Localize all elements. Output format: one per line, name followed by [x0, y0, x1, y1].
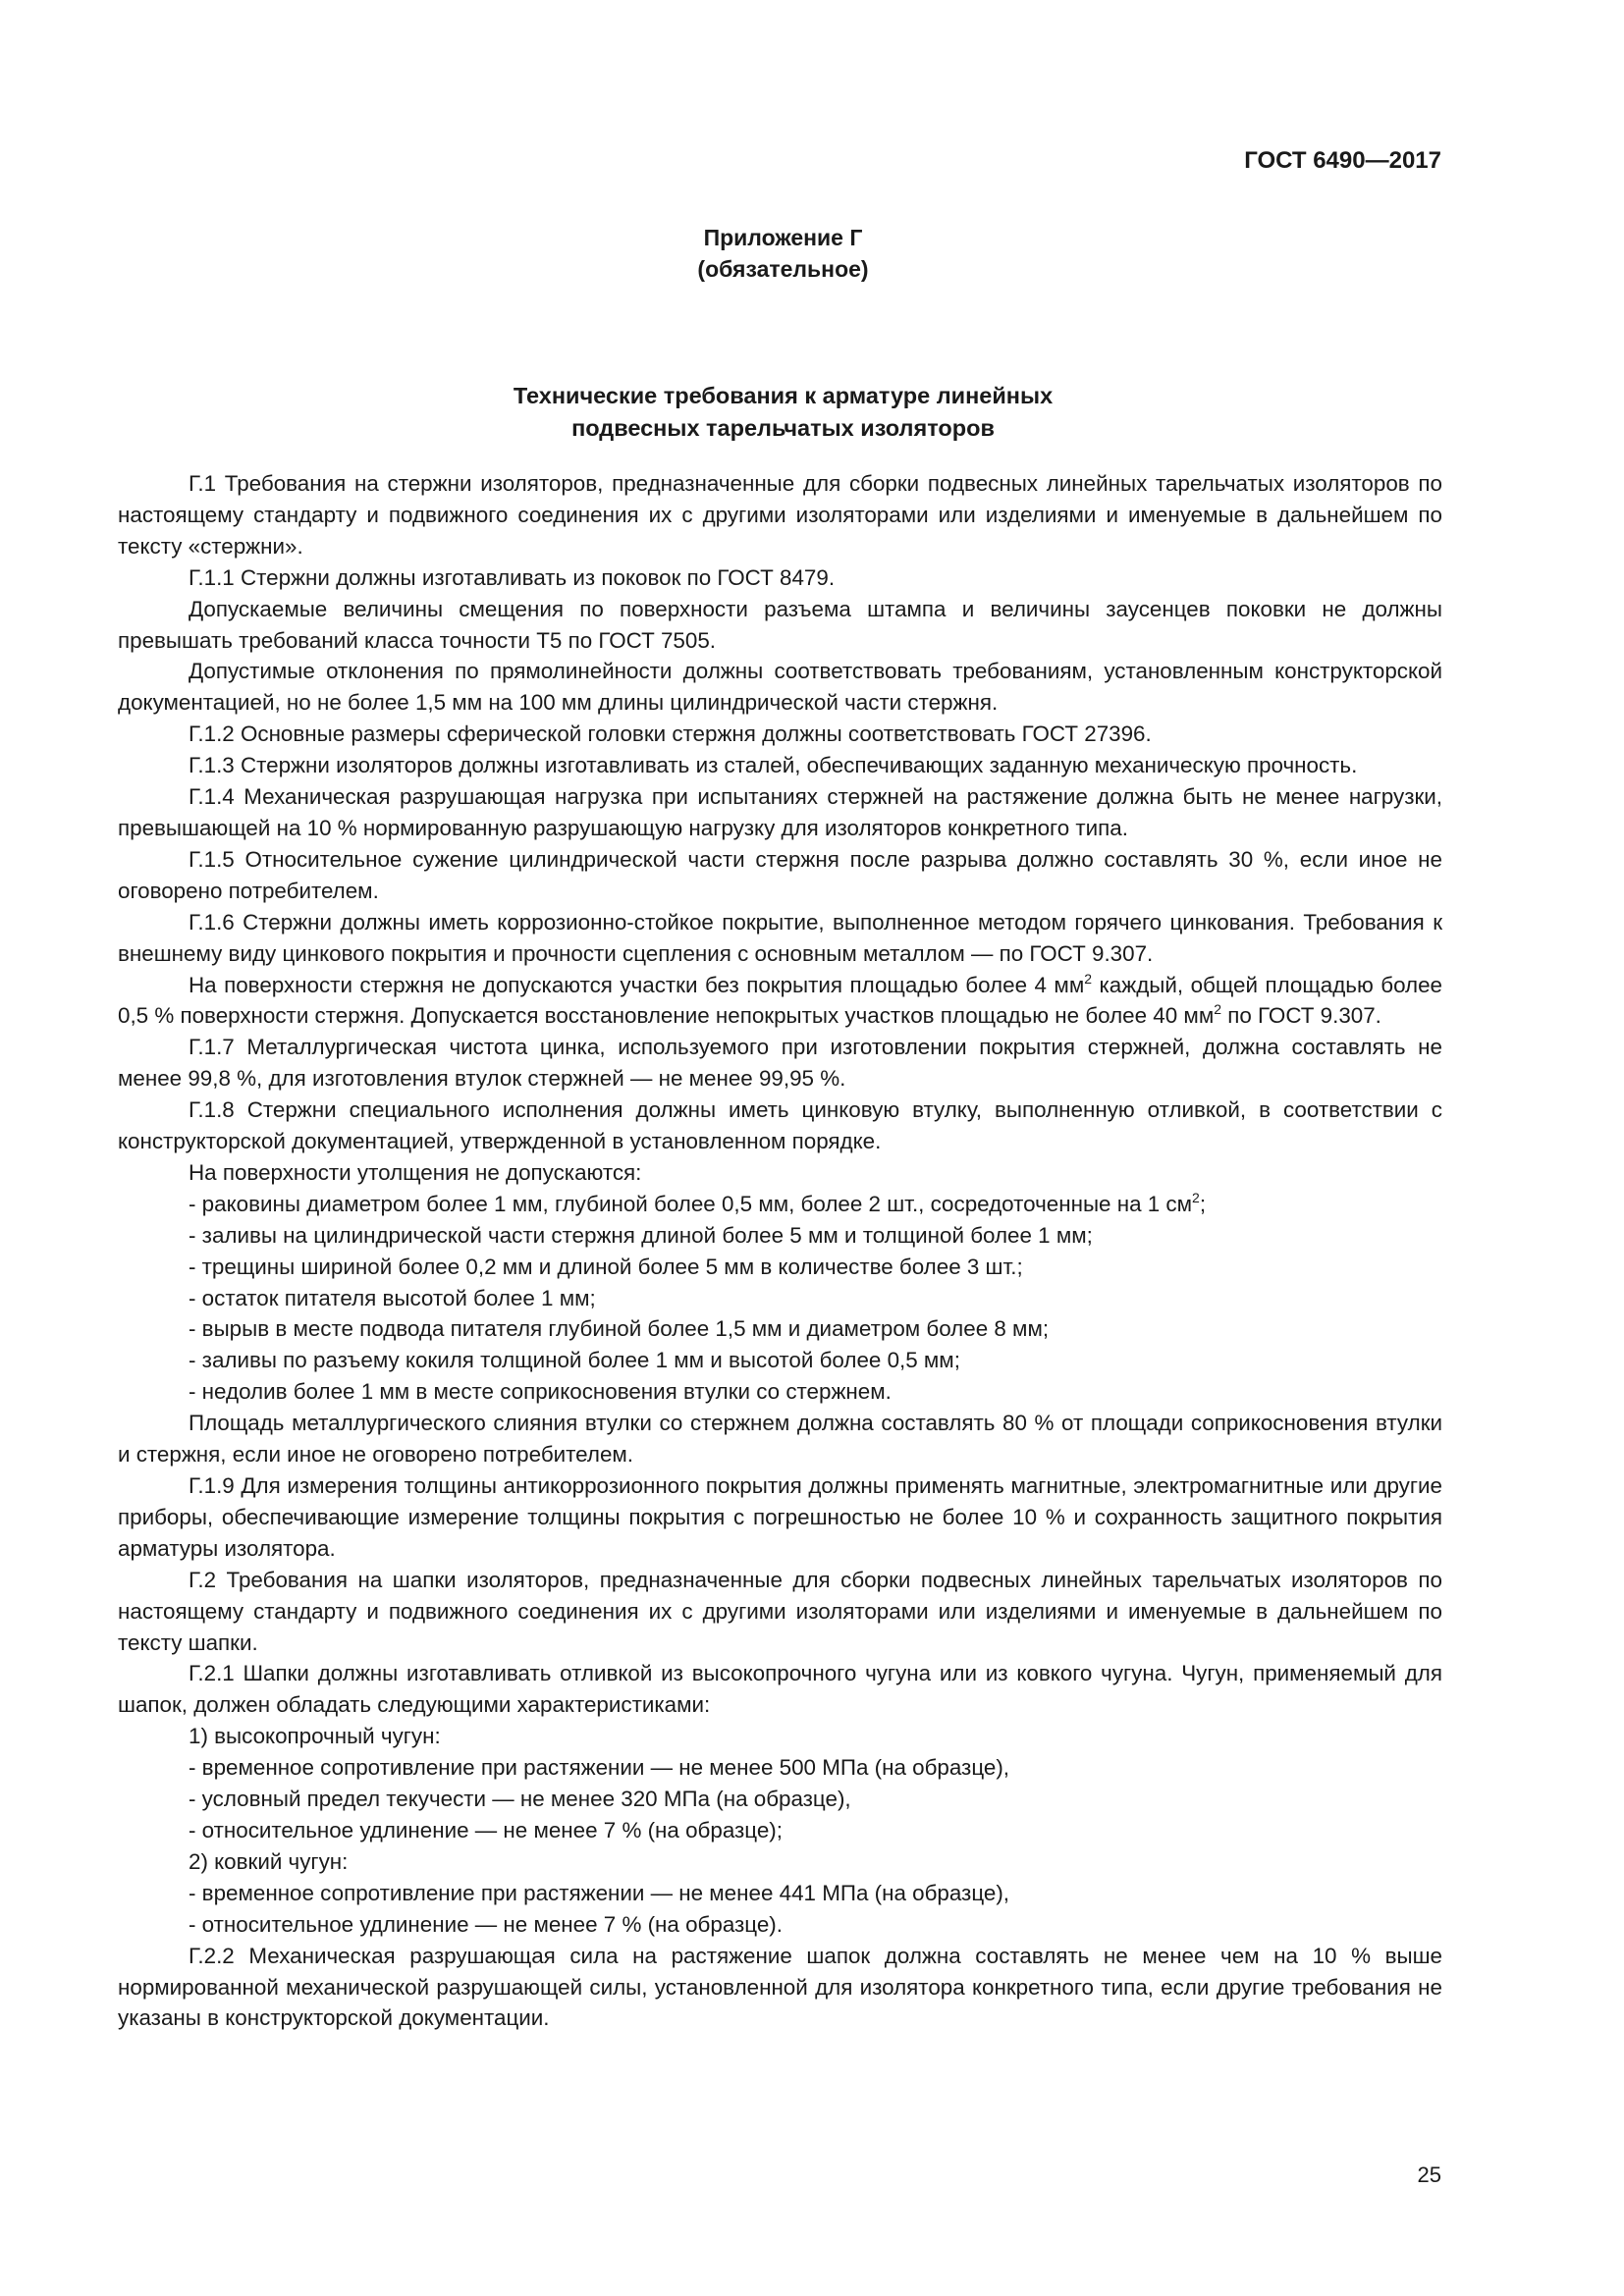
paragraph-uncoated-areas: [118, 970, 1442, 1033]
superscript-2: 2: [1084, 970, 1093, 987]
paragraph-defects-intro: На поверхности утолщения не допускаются:: [189, 1159, 642, 1185]
paragraph-g1-4: Г.1.4 Механическая разрушающая нагрузка при испытаниях стержней на растяжение должна быть не менее нагрузки, превышающей на 10 % нормированную разрушающую нагрузку для изоляторов конкретного типа.: [118, 784, 1442, 840]
standard-number: ГОСТ 6490—2017: [1244, 147, 1441, 174]
document-body: [118, 468, 1442, 2034]
list-heading: 1) высокопрочный чугун:: [189, 1724, 441, 1749]
list-item: - остаток питателя высотой более 1 мм;: [189, 1285, 596, 1310]
superscript-2: 2: [1192, 1189, 1200, 1205]
section-title: [0, 380, 1566, 445]
list-item: - условный предел текучести — не менее 320 МПа (на образце),: [189, 1787, 851, 1812]
list-item: - относительное удлинение — не менее 7 % (на образце);: [189, 1817, 783, 1842]
paragraph-straightness: Допустимые отклонения по прямолинейности должны соответствовать требованиям, установленным конструкторской документацией, но не более 1,5 мм на 100 мм длины цилиндрической части стержня.: [118, 659, 1442, 716]
list-item: - заливы на цилиндрической части стержня длиной более 5 мм и толщиной более 1 мм;: [189, 1222, 1093, 1248]
paragraph-g1: Г.1 Требования на стержни изоляторов, предназначенные для сборки подвесных линейных тарельчатых изоляторов по настоящему стандарту и подвижного соединения их с другими изоляторами или изделиями и именуемые в дальнейшем по тексту «стержни».: [118, 471, 1442, 559]
list-item: - раковины диаметром более 1 мм, глубиной более 0,5 мм, более 2 шт., сосредоточенные на 1 $см^2$;: [189, 1189, 1207, 1216]
paragraph-g1-5: Г.1.5 Относительное сужение цилиндрической части стержня после разрыва должно составлять 30 %, если иное не оговорено потребителем.: [118, 846, 1442, 903]
paragraph-g1-3: Г.1.3 Стержни изоляторов должны изготавливать из сталей, обеспечивающих заданную механическую прочность.: [189, 753, 1358, 778]
list-item: - недолив более 1 мм в месте соприкосновения втулки со стержнем.: [189, 1379, 892, 1405]
paragraph-g1-1: Г.1.1 Стержни должны изготавливать из поковок по ГОСТ 8479.: [189, 564, 836, 590]
list-item: - временное сопротивление при растяжении — не менее 500 МПа (на образце),: [189, 1755, 1010, 1781]
paragraph-g1-9: Г.1.9 Для измерения толщины антикоррозионного покрытия должны применять магнитные, электромагнитные или другие приборы, обеспечивающие измерение толщины покрытия с погрешностью не более 10 % и сохранность защитного покрытия арматуры изолятора.: [118, 1473, 1442, 1561]
paragraph-forging-tolerance: Допускаемые величины смещения по поверхности разъема штампа и величины заусенцев поковки не должны превышать требований класса точности Т5 по ГОСТ 7505.: [118, 596, 1442, 653]
section-title-line-1: Технические требования к арматуре линейных: [513, 383, 1054, 408]
appendix-status: (обязательное): [697, 256, 869, 282]
paragraph-g1-6: Г.1.6 Стержни должны иметь коррозионно-стойкое покрытие, выполненное методом горячего цинкования. Требования к внешнему виду цинкового покрытия и прочности сцепления с основным металлом — по ГОСТ 9.307.: [118, 909, 1442, 966]
page-number: 25: [1417, 2163, 1441, 2187]
paragraph-g2: Г.2 Требования на шапки изоляторов, предназначенные для сборки подвесных линейных тарельчатых изоляторов по настоящему стандарту и подвижного соединения их с другими изоляторами или изделиями и именуемые в дальнейшем по тексту шапки.: [118, 1567, 1442, 1655]
paragraph-g1-7: Г.1.7 Металлургическая чистота цинка, используемого при изготовлении покрытия стержней, должна составлять не менее 99,8 %, для изготовления втулок стержней — не менее 99,95 %.: [118, 1035, 1442, 1092]
appendix-title: Приложение Г: [703, 225, 863, 250]
paragraph-g1-8: Г.1.8 Стержни специального исполнения должны иметь цинковую втулку, выполненную отливкой, в соответствии с конструкторской документацией, утвержденной в установленном порядке.: [118, 1097, 1442, 1154]
paragraph-g2-2: Г.2.2 Механическая разрушающая сила на растяжение шапок должна составлять не менее чем на 10 % выше нормированной механической разрушающей силы, установленной для изолятора конкретного типа, если другие требования не указаны в конструкторской документации.: [118, 1943, 1442, 2031]
paragraph-g1-2: Г.1.2 Основные размеры сферической головки стержня должны соответствовать ГОСТ 27396.: [189, 721, 1152, 747]
paragraph-g2-1: Г.2.1 Шапки должны изготавливать отливкой из высокопрочного чугуна или из ковкого чугуна. Чугун, применяемый для шапок, должен обладать следующими характеристиками:: [118, 1661, 1442, 1718]
list-heading: 2) ковкий чугун:: [189, 1848, 349, 1874]
paragraph-fusion-area: Площадь металлургического слияния втулки со стержнем должна составлять 80 % от площади соприкосновения втулки и стержня, если иное не оговорено потребителем.: [118, 1411, 1442, 1468]
list-item: - временное сопротивление при растяжении — не менее 441 МПа (на образце),: [189, 1880, 1010, 1905]
list-item: - заливы по разъему кокиля толщиной более 1 мм и высотой более 0,5 мм;: [189, 1348, 960, 1373]
list-item: - вырыв в месте подвода питателя глубиной более 1,5 мм и диаметром более 8 мм;: [189, 1316, 1050, 1342]
appendix-heading: [0, 222, 1566, 285]
superscript-2: 2: [1214, 1001, 1222, 1018]
list-item: - относительное удлинение — не менее 7 % (на образце).: [189, 1911, 783, 1937]
list-item: - трещины шириной более 0,2 мм и длиной более 5 мм в количестве более 3 шт.;: [189, 1254, 1023, 1279]
uncoated-text-1: На поверхности стержня не допускаются участки без покрытия площадью более 4 мм: [189, 972, 1085, 997]
uncoated-text-3: по ГОСТ 9.307.: [1221, 1003, 1381, 1029]
uncoated-text-2: каждый, общей площадью более 0,5 % поверхности стержня. Допускается восстановление непокрытых участков площадью не более 40 мм: [118, 972, 1443, 1029]
section-title-line-2: подвесных тарельчатых изоляторов: [571, 415, 995, 441]
